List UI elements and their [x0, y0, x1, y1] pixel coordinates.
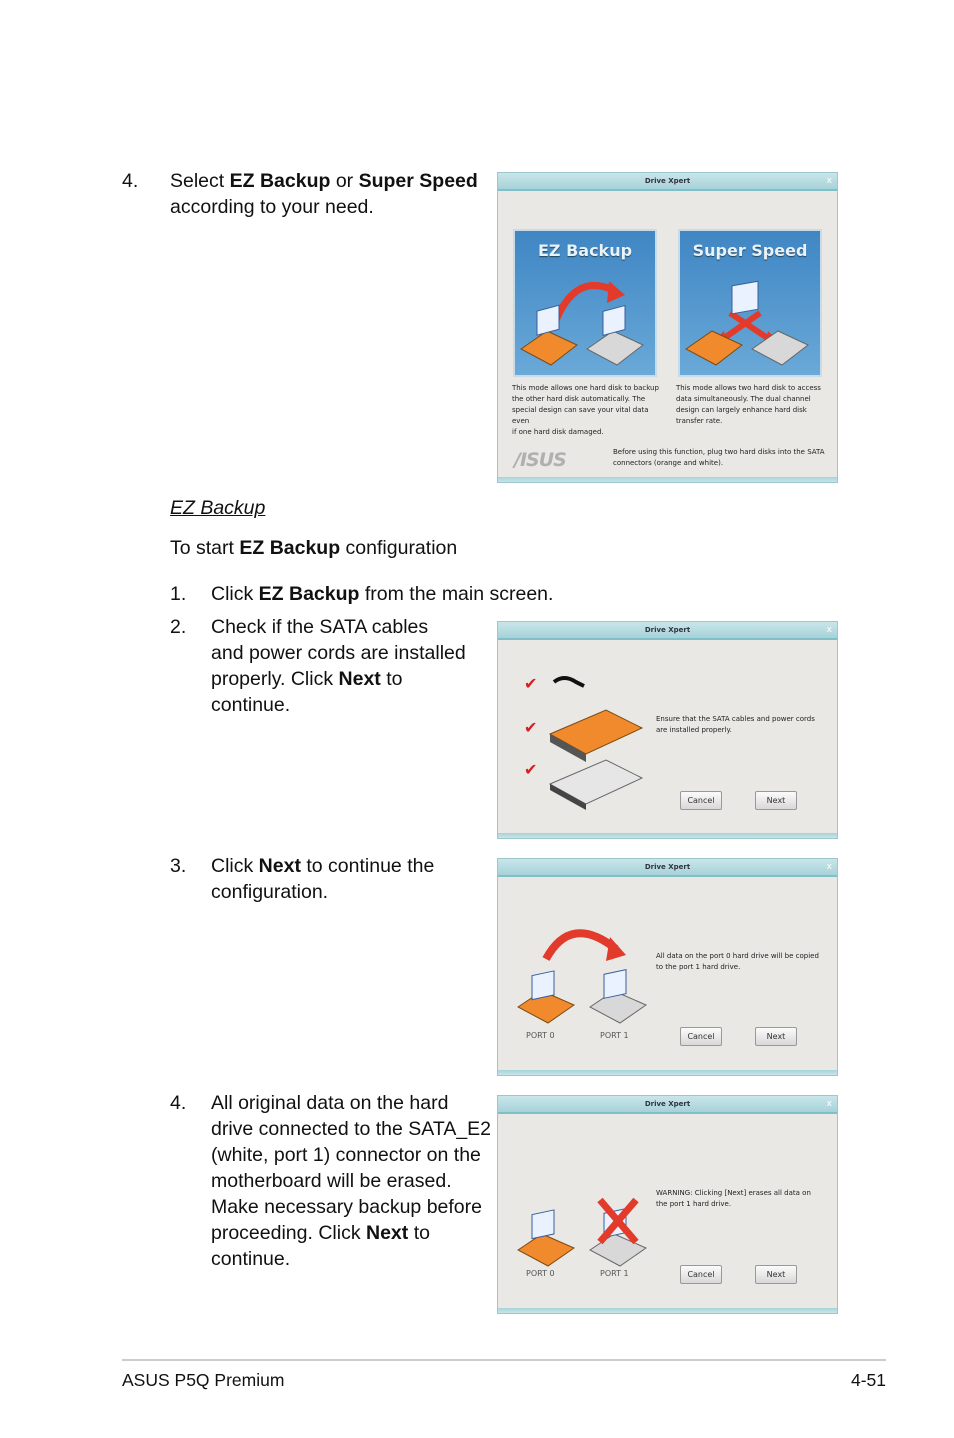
dialog-message	[656, 714, 834, 736]
text-run: configuration	[340, 537, 458, 559]
text-run: to continue the	[300, 855, 435, 877]
speed-illustration	[680, 231, 820, 375]
asus-logo: /ISUS	[514, 449, 566, 471]
close-icon[interactable]: x	[826, 1099, 832, 1109]
text-run: according to your need.	[170, 196, 374, 218]
next-button[interactable]: Next	[755, 1265, 797, 1284]
dialog-title-bar	[498, 1096, 837, 1114]
bold-run: EZ Backup	[229, 170, 331, 192]
footer-rule	[122, 1359, 886, 1361]
step-text	[211, 614, 491, 718]
cancel-button[interactable]: Cancel	[680, 1265, 722, 1284]
port-0-label: PORT 0	[526, 1269, 555, 1278]
message-line: to the port 1 hard drive.	[656, 963, 741, 971]
next-button[interactable]: Next	[755, 1027, 797, 1046]
super-speed-card[interactable]	[678, 229, 822, 377]
dialog-bottom-bar	[498, 833, 837, 838]
close-icon[interactable]: x	[826, 625, 832, 635]
page-number: 4-51	[850, 1370, 886, 1390]
text-run: proceeding. Click	[211, 1222, 366, 1244]
config-intro	[170, 535, 457, 561]
text-run: continue.	[211, 694, 291, 716]
note-line: Before using this function, plug two hard disks into the SATA	[613, 448, 825, 456]
ez-backup-description	[512, 383, 662, 438]
step-text	[211, 1090, 501, 1272]
text-run: To start	[170, 537, 240, 559]
cancel-button[interactable]: Cancel	[680, 791, 722, 810]
bold-run: EZ Backup	[258, 583, 360, 605]
dialog-bottom-bar	[498, 1308, 837, 1313]
text-run: Check if the SATA cables	[211, 616, 429, 638]
step-number: 2.	[170, 616, 187, 638]
bold-run: Next	[258, 855, 301, 877]
super-speed-description	[676, 383, 826, 427]
desc-line: design can largely enhance hard disk	[676, 406, 807, 414]
text-run: continue.	[211, 1248, 291, 1270]
step-text	[211, 853, 491, 905]
super-speed-card-title: Super Speed	[692, 241, 808, 260]
message-line: Ensure that the SATA cables and power cords	[656, 715, 815, 723]
dialog-title-bar	[498, 173, 837, 191]
cancel-button[interactable]: Cancel	[680, 1027, 722, 1046]
message-line: the port 1 hard drive.	[656, 1200, 732, 1208]
dialog-title-bar	[498, 622, 837, 640]
text-run: (white, port 1) connector on the	[211, 1144, 481, 1166]
port-1-label: PORT 1	[600, 1269, 629, 1278]
drive-xpert-copy-dialog	[497, 858, 838, 1076]
ez-backup-card-title: EZ Backup	[537, 241, 633, 260]
step-number: 4.	[122, 170, 139, 192]
text-run: to	[380, 668, 403, 690]
step-number: 4.	[170, 1092, 187, 1114]
dialog-title-bar	[498, 859, 837, 877]
desc-line: data simultaneously. The dual channel	[676, 395, 811, 403]
step-number: 1.	[170, 583, 187, 605]
drive-xpert-main-dialog	[497, 172, 838, 483]
checkmark-icon: ✔	[524, 718, 538, 737]
dialog-bottom-bar	[498, 1070, 837, 1075]
text-run: Click	[211, 583, 259, 605]
message-line: All data on the port 0 hard drive will be copied	[656, 952, 819, 960]
bold-run: EZ Backup	[239, 537, 341, 559]
text-run: All original data on the hard	[211, 1092, 449, 1114]
checkmark-icon: ✔	[524, 760, 538, 779]
text-run: Select	[170, 170, 230, 192]
text-run: from the main screen.	[359, 583, 554, 605]
note-line: connectors (orange and white).	[613, 459, 724, 467]
desc-line: the other hard disk automatically. The	[512, 395, 646, 403]
step-number: 3.	[170, 855, 187, 877]
drive-xpert-warning-dialog	[497, 1095, 838, 1314]
dialog-title: Drive Xpert	[644, 177, 691, 185]
drive-xpert-check-dialog	[497, 621, 838, 839]
checkmark-icon: ✔	[524, 674, 538, 693]
erase-illustration	[516, 1192, 656, 1272]
dialog-title: Drive Xpert	[644, 863, 691, 871]
desc-line: special design can save your vital data even	[512, 406, 649, 425]
text-run: motherboard will be erased.	[211, 1170, 452, 1192]
text-run: configuration.	[211, 881, 329, 903]
desc-line: transfer rate.	[676, 417, 723, 425]
bold-run: Next	[338, 668, 381, 690]
desc-line: This mode allows one hard disk to backup	[512, 384, 659, 392]
warning-message	[656, 1188, 834, 1210]
text-run: to	[408, 1222, 430, 1244]
section-heading: EZ Backup	[170, 497, 266, 519]
text-run: or	[330, 170, 359, 192]
desc-line: This mode allows two hard disk to access	[676, 384, 821, 392]
port-1-label: PORT 1	[600, 1031, 629, 1040]
copy-illustration	[516, 921, 656, 1031]
drives-illustration	[546, 670, 666, 810]
close-icon[interactable]: x	[826, 862, 832, 872]
text-run: Click	[211, 855, 259, 877]
text-run: drive connected to the SATA_E2	[211, 1118, 492, 1140]
dialog-title: Drive Xpert	[644, 626, 691, 634]
next-button[interactable]: Next	[755, 791, 797, 810]
text-run: Make necessary backup before	[211, 1196, 482, 1218]
message-line: WARNING: Clicking [Next] erases all data on	[656, 1189, 811, 1197]
dialog-bottom-bar	[498, 477, 837, 482]
ez-backup-card[interactable]	[513, 229, 657, 377]
footer-product-name: ASUS P5Q Premium	[122, 1370, 285, 1390]
close-icon[interactable]: x	[826, 176, 832, 186]
backup-illustration	[515, 231, 655, 375]
text-run: and power cords are installed	[211, 642, 466, 664]
step-text	[211, 581, 553, 607]
port-0-label: PORT 0	[526, 1031, 555, 1040]
dialog-title: Drive Xpert	[644, 1100, 691, 1108]
desc-line: if one hard disk damaged.	[512, 428, 604, 436]
bold-run: Super Speed	[358, 170, 478, 192]
step-text	[170, 168, 490, 220]
dialog-note	[613, 447, 833, 469]
dialog-message	[656, 951, 834, 973]
message-line: are installed properly.	[656, 726, 732, 734]
bold-run: Next	[366, 1222, 409, 1244]
text-run: properly. Click	[211, 668, 339, 690]
